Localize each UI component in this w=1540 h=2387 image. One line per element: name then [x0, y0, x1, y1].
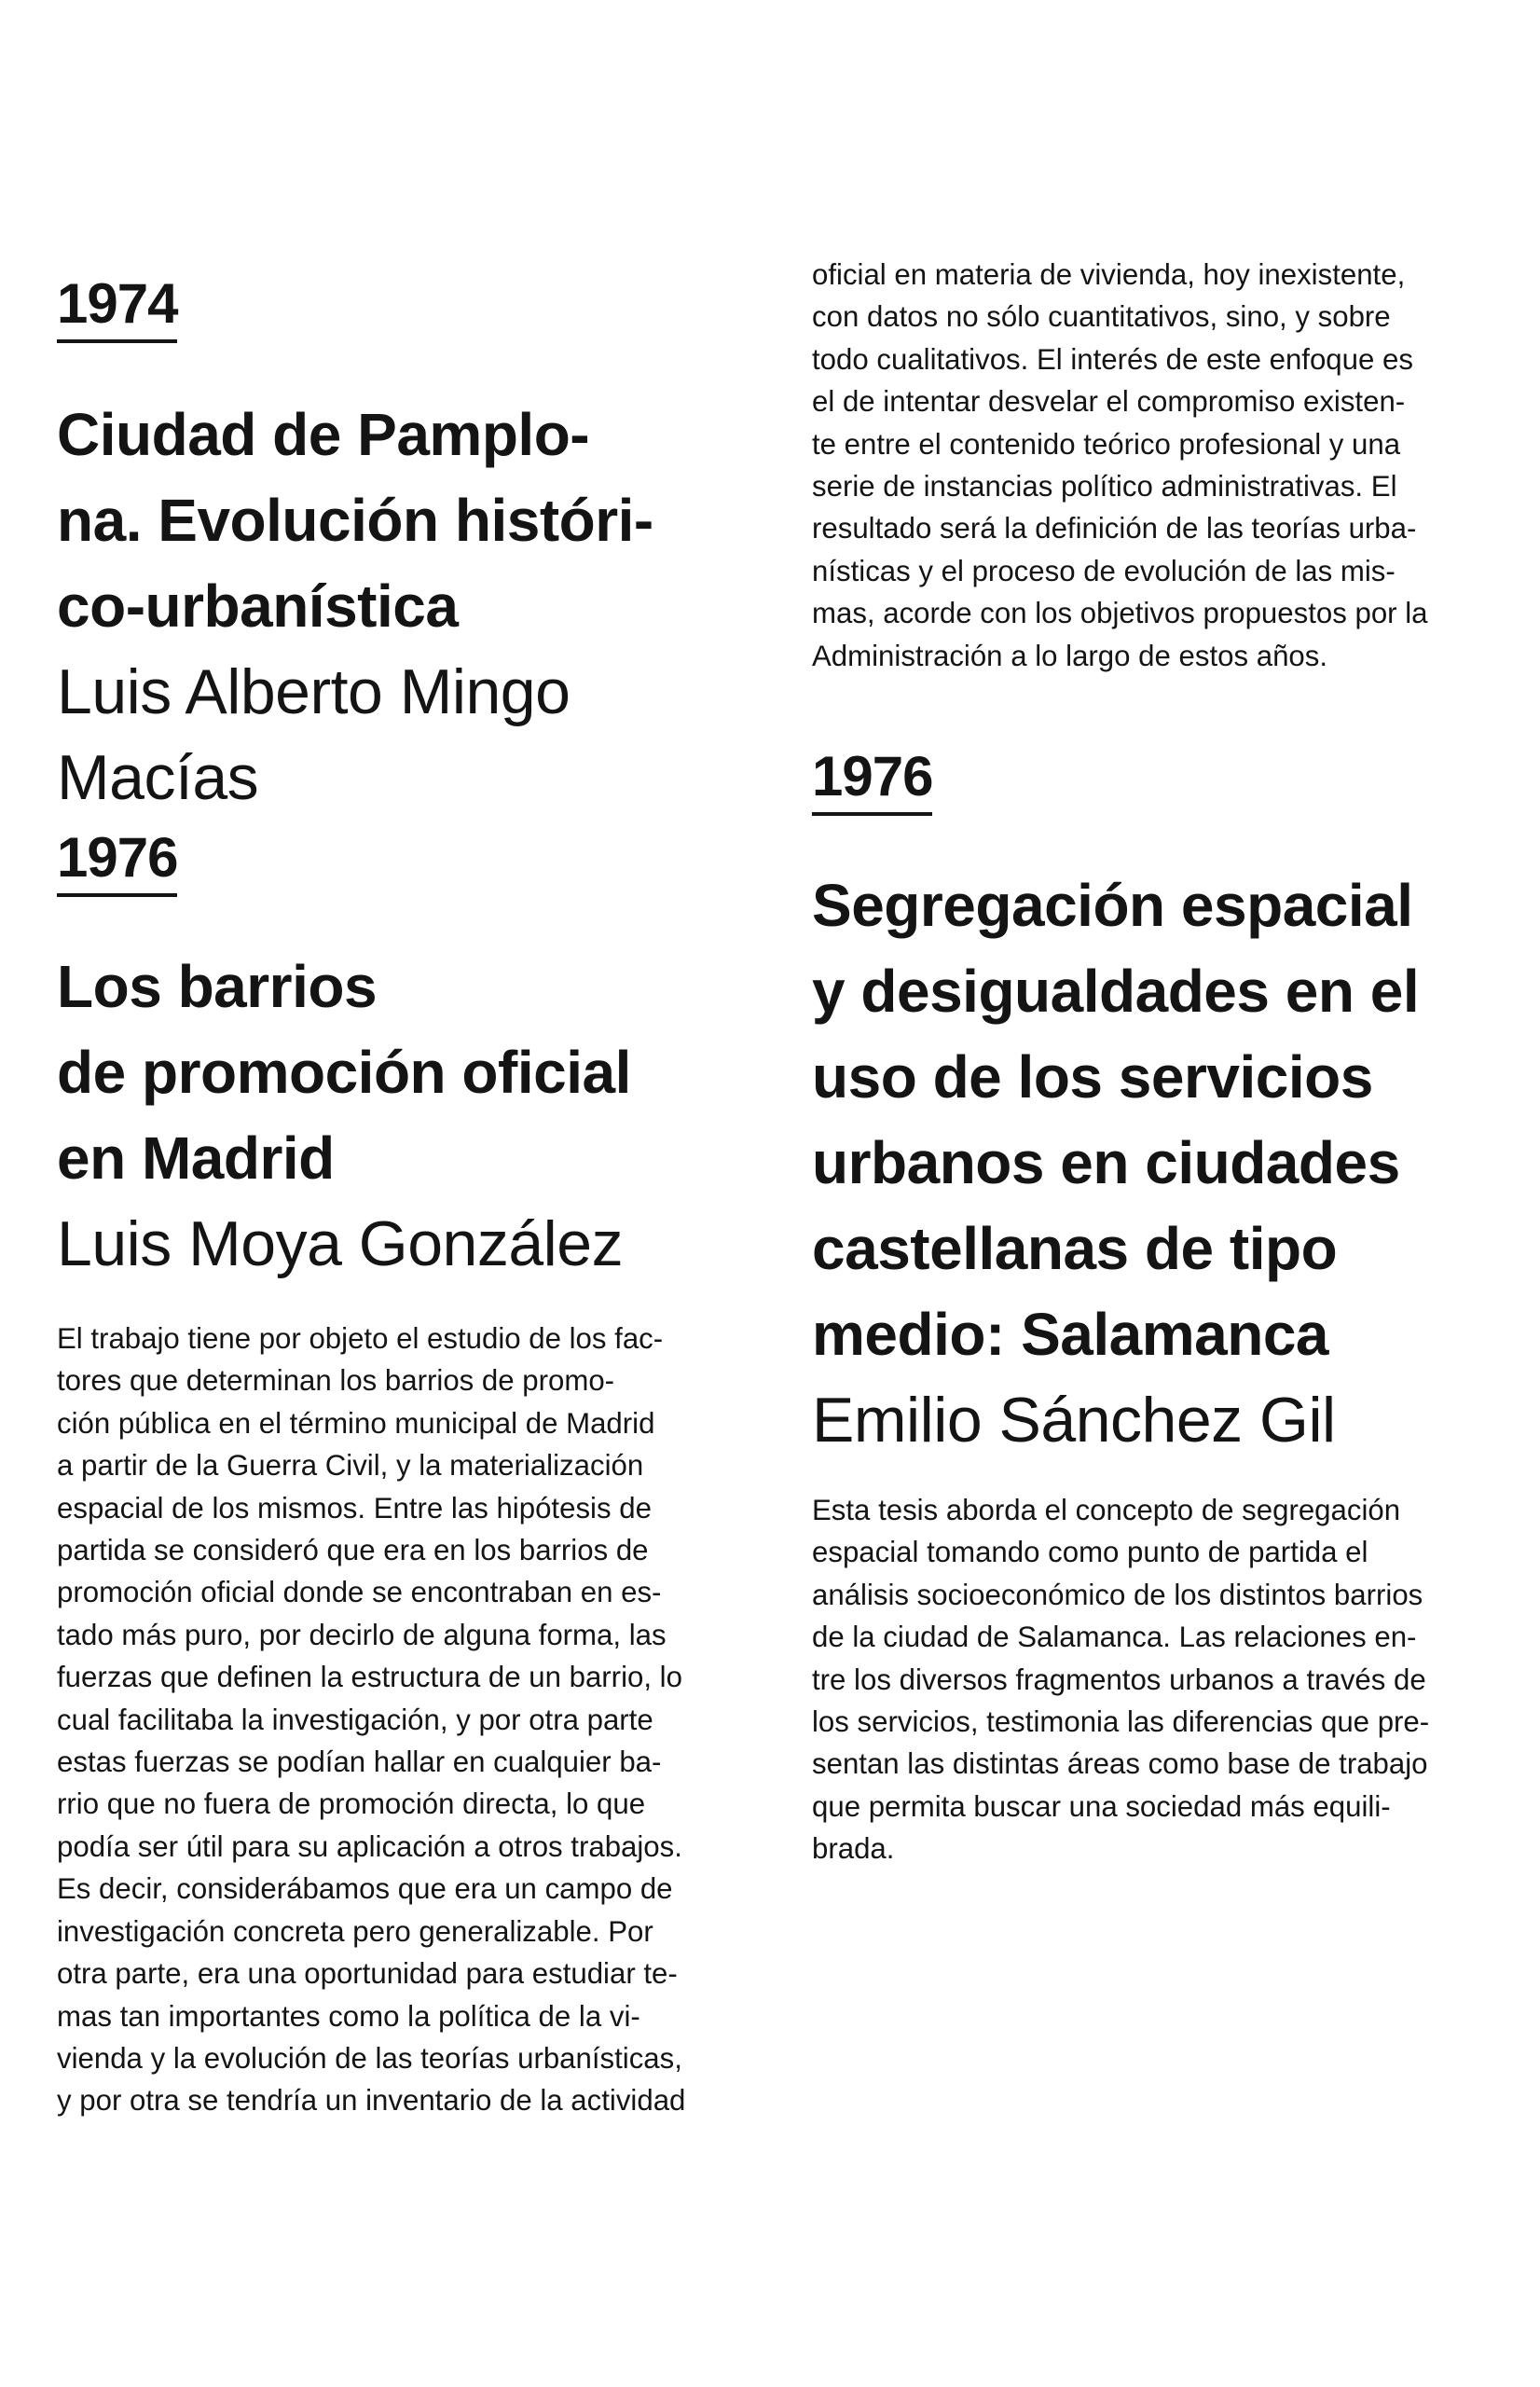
body-line: brada. [812, 1832, 895, 1866]
body-line: espacial de los mismos. Entre las hipótesis de [57, 1491, 652, 1525]
body-line: Esta tesis aborda el concepto de segregación [812, 1494, 1401, 1526]
body-line: te entre el contenido teórico profesional y una [812, 427, 1401, 461]
title-line: urbanos en ciudades [812, 1129, 1400, 1196]
entry-author: Luis Moya González [57, 1208, 624, 1279]
body-line: análisis socioeconómico de los distintos barrios [812, 1578, 1423, 1611]
body-line: Administración a lo largo de estos años. [812, 639, 1328, 672]
title-line: Segregación espacial [812, 872, 1413, 939]
body-line: que permita buscar una sociedad más equili- [812, 1789, 1391, 1823]
body-line: Es decir, considerábamos que era un campo de [57, 1872, 673, 1906]
body-line: fuerzas que definen la estructura de un barrio, lo [57, 1661, 682, 1694]
title-line: en Madrid [57, 1125, 335, 1192]
title-line: medio: Salamanca [812, 1301, 1328, 1368]
title-line: co-urbanística [57, 573, 459, 640]
entry-body [57, 1318, 685, 2122]
body-line: resultado será la definición de las teorías urba- [812, 512, 1417, 545]
title-line: Ciudad de Pamplo- [57, 401, 590, 468]
entry-year: 1974 [57, 276, 177, 343]
entry-1976-salamanca [812, 745, 933, 816]
entry-title [57, 392, 653, 821]
body-line: ción pública en el término municipal de Madrid [57, 1406, 655, 1440]
entry-title [57, 944, 631, 1287]
body-line: de la ciudad de Salamanca. Las relaciones en- [812, 1621, 1417, 1654]
body-line: serie de instancias político administrativas. El [812, 470, 1397, 504]
body-line: rrio que no fuera de promoción directa, lo que [57, 1787, 646, 1821]
title-line: castellanas de tipo [812, 1215, 1338, 1282]
author-line: Luis Alberto Mingo [57, 656, 571, 727]
body-line: El trabajo tiene por objeto el estudio de los fac- [57, 1322, 664, 1355]
title-line: de promoción oficial [57, 1039, 631, 1106]
body-line: promoción oficial donde se encontraban en es- [57, 1576, 662, 1609]
body-line: vienda y la evolución de las teorías urbanísticas, [57, 2041, 682, 2075]
entry-author: Emilio Sánchez Gil [812, 1385, 1336, 1456]
title-line: y desigualdades en el [812, 958, 1420, 1025]
body-line: tre los diversos fragmentos urbanos a través de [812, 1663, 1426, 1696]
body-line: estas fuerzas se podían hallar en cualquier ba- [57, 1745, 662, 1779]
body-line: nísticas y el proceso de evolución de las mis- [812, 554, 1396, 587]
body-line: los servicios, testimonia las diferencias que pre- [812, 1705, 1430, 1739]
body-line: oficial en materia de vivienda, hoy inexistente, [812, 258, 1406, 291]
entry-body [812, 1489, 1429, 1870]
body-line: sentan las distintas áreas como base de trabajo [812, 1747, 1428, 1781]
title-line: uso de los servicios [812, 1043, 1373, 1111]
title-line: Los barrios [57, 953, 378, 1020]
entry-year: 1976 [812, 749, 932, 816]
body-line: todo cualitativos. El interés de este enfoque es [812, 342, 1413, 376]
body-line: partida se consideró que era en los barrios de [57, 1534, 649, 1567]
body-line: con datos no sólo cuantitativos, sino, y sobre [812, 300, 1391, 334]
continued-body [812, 254, 1428, 677]
body-line: otra parte, era una oportunidad para estudiar te- [57, 1957, 678, 1991]
body-line: investigación concreta pero generalizable. Por [57, 1914, 653, 1948]
body-line: el de intentar desvelar el compromiso existen- [812, 385, 1406, 419]
body-line: y por otra se tendría un inventario de la actividad [57, 2084, 686, 2118]
entry-1974 [57, 272, 178, 343]
entry-year: 1976 [57, 830, 177, 897]
body-line: a partir de la Guerra Civil, y la materialización [57, 1449, 644, 1483]
entry-1976-madrid [57, 826, 178, 897]
title-line: na. Evolución históri- [57, 487, 653, 554]
body-line: tores que determinan los barrios de promo- [57, 1364, 615, 1398]
author-line: Macías [57, 742, 259, 813]
body-line: espacial tomando como punto de partida el [812, 1536, 1368, 1569]
entry-title [812, 862, 1419, 1463]
body-line: tado más puro, por decirlo de alguna forma, las [57, 1618, 667, 1651]
body-line: mas tan importantes como la política de la vi- [57, 1999, 640, 2033]
body-line: podía ser útil para su aplicación a otros trabajos. [57, 1829, 682, 1863]
body-line: cual facilitaba la investigación, y por otra parte [57, 1703, 653, 1736]
body-line: mas, acorde con los objetivos propuestos por la [812, 597, 1428, 630]
